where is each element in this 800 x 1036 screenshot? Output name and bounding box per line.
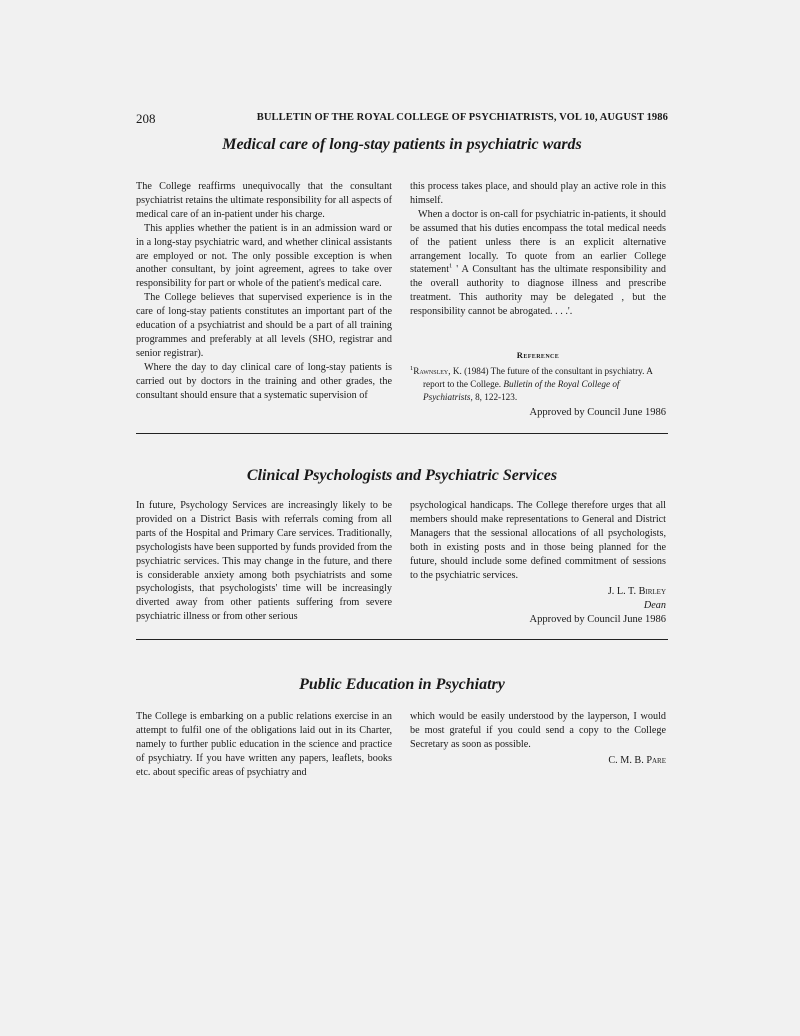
section-divider [136,639,668,640]
article3-title: Public Education in Psychiatry [299,676,505,693]
article2-left-column [136,499,392,624]
reference-author: Rawnsley, K. [413,365,462,376]
article1-title: Medical care of long-stay patients in psychiatric wards [222,136,582,153]
article3-signatory: C. M. B. Pare [608,754,666,766]
reference-number: 1 [410,364,414,372]
article1-left-column [136,180,392,403]
article1-paragraph: The College believes that supervised experience is in the care of long-stay patients constitutes an important part of the education of a psychiatrist and should be a part of all training programmes and preferably at all levels (SHO, registrar and senior registrar). [136,292,392,359]
reference-heading: Reference [516,350,560,361]
article1-right-column [410,180,666,420]
article1-paragraph: this process takes place, and should play an active role in this himself. [410,181,666,206]
reference-journal: Bulletin of the Royal College of Psychiatrists, [423,378,620,402]
article1-paragraph: Where the day to day clinical care of long-stay patients is carried out by doctors in the training and other grades, the consultant should ensure that a systematic supervision of [136,361,392,401]
article2-right-column [410,499,666,627]
footnote-marker: 1 [449,263,453,271]
reference-volume: 8, 122-123. [472,391,518,402]
article1-approved: Approved by Council June 1986 [529,406,666,418]
article2-paragraph: psychological handicaps. The College therefore urges that all members should make representations to General and District Managers that the sessional allocations of all psychologists, both in existing posts and in those being planned for the future, should include some defined commitment of sessions to the psychiatric services. [410,500,666,581]
article2-paragraph: In future, Psychology Services are increasingly likely to be provided on a District Basis with referrals coming from all parts of the Hospital and Primary Care services. Traditionally, psychologists have been supported by funds provided from the psychiatric services. This may change in the future, and there is considerable anxiety among both psychiatrists and some psychologists, that psychologists' time will be increasingly diverted away from other patients suffering from severe psychiatric illness or from other serious [136,500,392,623]
article1-quote: ' A Consultant has the ultimate responsibility and the overall authority to diagnose illness and prescribe treatment. This authority may be delegated , but the responsibility cannot be abrogated. . . .'. [410,264,667,318]
article3-right-column [410,710,666,768]
article2-signatory: J. L. T. Birley [607,586,666,598]
article3-paragraph: which would be easily understood by the layperson, I would be most grateful if you could send a copy to the College Secretary as soon as possible. [410,711,666,750]
reference-text: (1984) The future of the consultant in psychiatry. A report to the College. [423,365,653,389]
section-divider [136,433,668,434]
article3-paragraph: The College is embarking on a public relations exercise in an attempt to fulfil one of the obligations laid out in its Charter, namely to further public education in the science and practice of psychiatry. If you have written any papers, leaflets, books etc. about specific areas of psychiatry and [136,711,392,778]
article1-paragraph: This applies whether the patient is in an admission ward or in a long-stay psychiatric ward, and whether clinical assistants are employed or not. The only possible exception is when another consultant, by joint agreement, agrees to take over responsibility for part or whole of the patient's medical care. [136,222,392,290]
article2-approved: Approved by Council June 1986 [529,614,666,626]
article2-signatory-role: Dean [643,600,666,612]
running-head: BULLETIN OF THE ROYAL COLLEGE OF PSYCHIATRISTS, VOL 10, AUGUST 1986 [256,112,668,123]
page-number: 208 [136,111,156,126]
reference-entry [410,365,666,404]
page-header [136,111,668,127]
article1-paragraph-text: When a doctor is on-call for psychiatric in-patients, it should be assumed that his duties encompass the total medical needs of the patient unless there is an explicit alternative arrangement locally. To quote from an earlier College statement [410,208,666,276]
article1-paragraph: The College reaffirms unequivocally that the consultant psychiatrist retains the ultimate responsibility for all aspects of medical care of an in-patient under his charge. [136,181,392,220]
article2-title: Clinical Psychologists and Psychiatric Services [246,467,558,484]
article3-left-column [136,710,392,780]
article1-paragraph [410,208,666,319]
